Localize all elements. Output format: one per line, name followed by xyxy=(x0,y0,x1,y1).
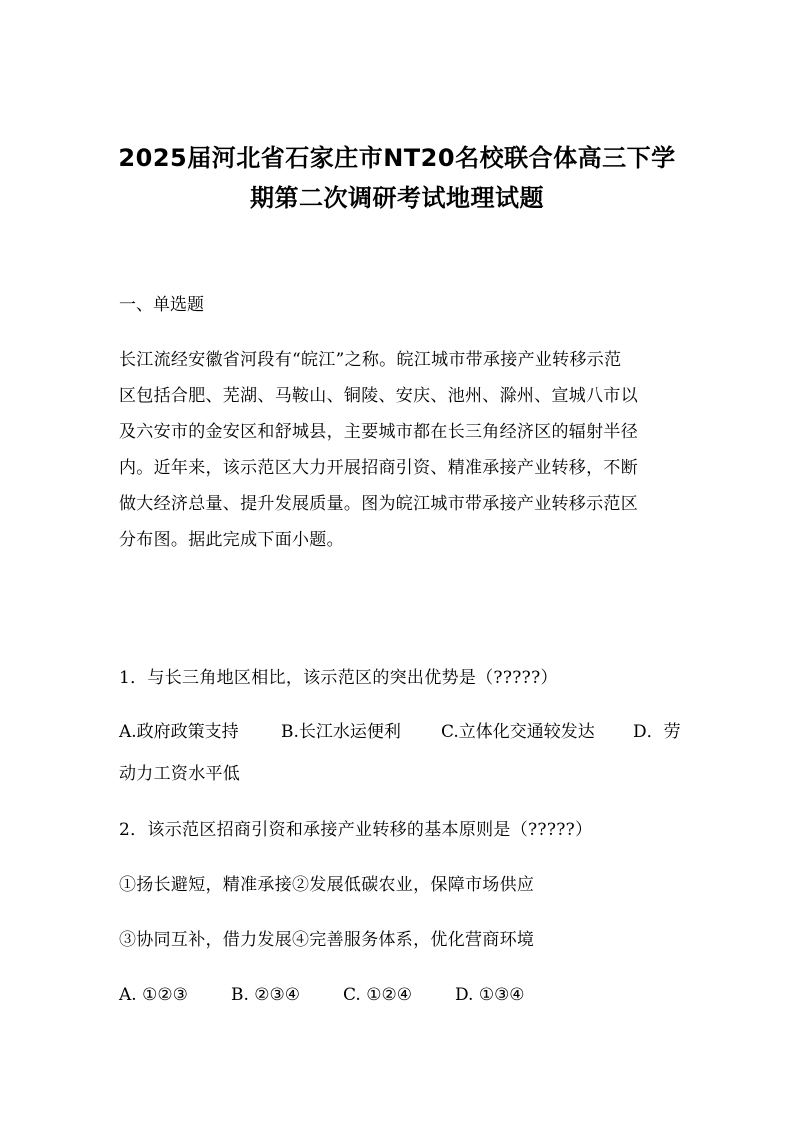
question-2-option-c: C. ①②④ xyxy=(343,985,412,1005)
question-1-option-d-continued: 动力工资水平低 xyxy=(119,764,241,784)
question-1-option-c: C.立体化交通较发达 xyxy=(441,722,595,742)
section-heading: 一、单选题 xyxy=(119,295,204,315)
passage xyxy=(119,342,679,558)
passage-line: 做大经济总量、提升发展质量。图为皖江城市带承接产业转移示范区 xyxy=(119,494,638,514)
question-1-option-b: B.长江水运便利 xyxy=(281,722,401,742)
passage-line: 及六安市的金安区和舒城县，主要城市都在长三角经济区的辐射半径 xyxy=(119,422,638,442)
passage-line: 分布图。据此完成下面小题。 xyxy=(119,530,344,550)
question-1-option-d: D．劳 xyxy=(633,722,681,742)
question-2-option-a: A. ①②③ xyxy=(119,985,188,1005)
document-title-line-1: 2025届河北省石家庄市NT20名校联合体高三下学 xyxy=(118,144,676,172)
question-1-stem: 1．与长三角地区相比，该示范区的突出优势是（?????） xyxy=(119,668,558,688)
question-2-stem: 2．该示范区招商引资和承接产业转移的基本原则是（?????） xyxy=(119,820,593,840)
passage-line: 内。近年来，该示范区大力开展招商引资、精准承接产业转移，不断 xyxy=(119,458,638,478)
question-2-option-b: B. ②③④ xyxy=(231,985,301,1005)
passage-line: 区包括合肥、芜湖、马鞍山、铜陵、安庆、池州、滁州、宣城八市以 xyxy=(119,386,638,406)
question-2-statement-line: ③协同互补，借力发展④完善服务体系，优化营商环境 xyxy=(119,930,535,950)
question-2-option-d: D. ①③④ xyxy=(455,985,525,1005)
document-title-line-2: 期第二次调研考试地理试题 xyxy=(250,184,544,212)
passage-line: 长江流经安徽省河段有“皖江”之称。皖江城市带承接产业转移示范 xyxy=(119,350,622,370)
question-2-statement-line: ①扬长避短，精准承接②发展低碳农业，保障市场供应 xyxy=(119,875,535,895)
question-1-options xyxy=(119,717,694,747)
question-1-option-a: A.政府政策支持 xyxy=(119,722,239,742)
question-2-options xyxy=(119,980,694,1010)
